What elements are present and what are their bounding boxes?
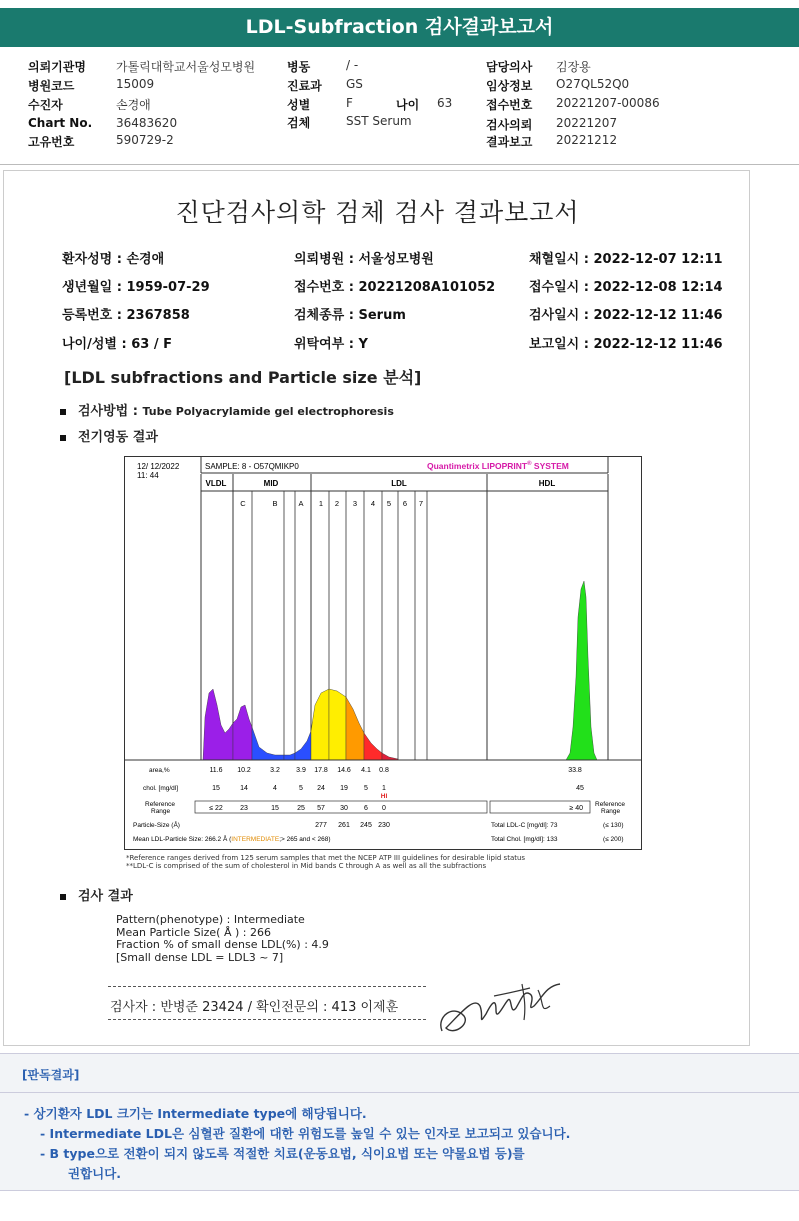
electro-label: 전기영동 결과	[78, 430, 158, 445]
lipoprint-chart	[124, 456, 642, 850]
patient-name: 환자성명 : 손경애	[62, 252, 165, 267]
meta-info	[0, 52, 799, 164]
group-label: HDL	[538, 479, 556, 488]
unique-id-value: 590729-2	[116, 133, 174, 147]
chol-value: 5	[364, 785, 368, 792]
area-value: 14.6	[337, 767, 351, 774]
area-value: 3.2	[270, 767, 280, 774]
patient-label: 수진자	[28, 98, 63, 112]
electro-bullet	[60, 426, 158, 445]
particle-value: 261	[338, 822, 350, 829]
chol-flag: HI	[380, 793, 388, 800]
sign-divider	[108, 1019, 426, 1020]
request-value: 20221207	[556, 116, 618, 130]
hdl-ref-value: ≥ 40	[569, 805, 583, 812]
area-value: 4.1	[361, 767, 371, 774]
particle-label: Particle-Size (Å)	[133, 822, 180, 829]
total-ldl-label: Total LDL-C [mg/dl]: 73	[491, 822, 558, 829]
bullet-icon	[60, 409, 66, 415]
chol-value: 19	[340, 785, 348, 792]
footnote-1: *Reference ranges derived from 125 serum samples that met the NCEP ATP III guidelines for desirable lipid status	[126, 854, 526, 862]
doctor-value: 김장용	[556, 60, 591, 74]
chol-label: chol. [mg/dl]	[143, 785, 179, 792]
registration-no: 등록번호 : 2367858	[62, 308, 190, 323]
ref-label: Reference	[145, 801, 175, 808]
band-label: B	[272, 499, 278, 508]
signer-info: 검사자 : 반병준 23424 / 확인전문의 : 413 이제훈	[110, 1000, 399, 1015]
test-time: 검사일시 : 2022-12-12 11:46	[529, 308, 723, 323]
ref-label: Reference	[595, 801, 625, 808]
bullet-icon	[60, 435, 66, 441]
chol-value: 1	[382, 785, 386, 792]
ref-value: 0	[382, 805, 386, 812]
band-area	[364, 733, 382, 760]
collect-time: 채혈일시 : 2022-12-07 12:11	[529, 252, 723, 267]
area-value: 17.8	[314, 767, 328, 774]
judgement-line-3: - B type으로 전환이 되지 않도록 적절한 치료(운동요법, 식이요법 또는 약물요법 등)를	[40, 1146, 525, 1161]
ref-value: 15	[271, 805, 279, 812]
result-size: Mean Particle Size( Å ) : 266	[116, 925, 271, 939]
request-label: 검사의뢰	[486, 118, 533, 132]
band-label: 6	[402, 499, 408, 508]
chol-value: 4	[273, 785, 277, 792]
mean-size-label: Mean LDL-Particle Size: 266.2 Å (INTERMEDIATE;> 265 and < 268)	[133, 836, 331, 843]
band-area	[346, 697, 364, 760]
total-ldl-ref: (≤ 130)	[603, 822, 624, 829]
hdl-area-value: 33.8	[568, 767, 582, 774]
band-area	[329, 689, 346, 760]
group-label: MID	[263, 479, 279, 488]
divider	[0, 164, 799, 165]
specimen-value: SST Serum	[346, 114, 412, 128]
chart-sample: SAMPLE: 8 - O57QMIKP0	[205, 462, 299, 471]
specimen-label: 검체	[287, 116, 311, 130]
ward-label: 병동	[287, 60, 311, 74]
code-label: 병원코드	[28, 79, 75, 93]
request-hospital: 의뢰병원 : 서울성모병원	[294, 252, 434, 267]
sex-value: F	[346, 96, 353, 110]
consignment: 위탁여부 : Y	[294, 337, 368, 352]
area-value: 10.2	[237, 767, 251, 774]
particle-value: 245	[360, 822, 372, 829]
result-text	[116, 914, 329, 964]
age-label: 나이	[396, 98, 420, 112]
band-label: 5	[386, 499, 392, 508]
particle-value: 277	[315, 822, 327, 829]
chart-brand-name: Quantimetrix LIPOPRINT	[427, 461, 528, 471]
report-document	[3, 170, 750, 1046]
hdl-chol-value: 45	[576, 785, 584, 792]
age-value: 63	[437, 96, 453, 110]
report-date-value: 20221212	[556, 133, 618, 147]
chol-value: 24	[317, 785, 325, 792]
accept-no-value: 20221207-00086	[556, 96, 660, 110]
org-label: 의뢰기관명	[28, 60, 86, 74]
band-label: 7	[418, 499, 424, 508]
method-bullet	[60, 400, 394, 419]
area-value: 11.6	[209, 767, 223, 774]
report-time: 보고일시 : 2022-12-12 11:46	[529, 337, 723, 352]
birth-date: 생년월일 : 1959-07-29	[62, 280, 210, 295]
code-value: 15009	[116, 77, 155, 91]
judgement-divider	[0, 1092, 799, 1093]
chart-brand-suffix: SYSTEM	[531, 461, 569, 471]
org-value: 가톨릭대학교서울성모병원	[116, 60, 256, 74]
method-label: 검사방법 :	[78, 404, 143, 419]
chart-time: 11: 44	[137, 471, 159, 480]
band-area	[233, 705, 252, 760]
band-area	[203, 689, 233, 760]
sign-divider	[108, 986, 426, 987]
area-label: area,%	[149, 767, 170, 774]
ref-label: Range	[151, 808, 171, 815]
age-sex: 나이/성별 : 63 / F	[62, 337, 173, 352]
band-area	[284, 753, 295, 760]
chol-value: 14	[240, 785, 248, 792]
signature-image	[434, 976, 574, 1041]
chol-value: 15	[212, 785, 220, 792]
chart-date: 12/ 12/2022	[137, 462, 180, 471]
total-chol-ref: (≤ 200)	[603, 836, 624, 843]
chart-no-label: Chart No.	[28, 116, 93, 130]
patient-value: 손경애	[116, 98, 151, 112]
judgement-line-1: - 상기환자 LDL 크기는 Intermediate type에 해당됩니다.	[24, 1106, 367, 1121]
bullet-icon	[60, 894, 66, 900]
band-label: 1	[318, 499, 324, 508]
band-label: C	[240, 499, 246, 508]
ref-value: 57	[317, 805, 325, 812]
result-fraction: Fraction % of small dense LDL(%) : 4.9	[116, 938, 329, 951]
chart-no-value: 36483620	[116, 116, 178, 130]
result-bullet	[60, 885, 133, 904]
report-date-label: 결과보고	[486, 135, 533, 149]
sex-label: 성별	[287, 98, 311, 112]
ref-value: 23	[240, 805, 248, 812]
band-label: 4	[370, 499, 376, 508]
group-label: VLDL	[205, 479, 227, 488]
band-area	[311, 689, 329, 760]
total-chol-label: Total Chol. [mg/dl]: 133	[491, 836, 558, 843]
receive-time: 접수일시 : 2022-12-08 12:14	[529, 280, 723, 295]
dept-label: 진료과	[287, 79, 322, 93]
chart-brand	[427, 460, 569, 471]
dept-value: GS	[346, 77, 363, 91]
report-title: 진단검사의학 검체 검사 결과보고서	[175, 198, 580, 227]
area-value: 0.8	[379, 767, 389, 774]
chol-value: 5	[299, 785, 303, 792]
judgement-line-2: - Intermediate LDL은 심혈관 질환에 대한 위험도를 높일 수 있는 인자로 보고되고 있습니다.	[40, 1126, 571, 1141]
unique-id-label: 고유번호	[28, 135, 75, 149]
footnote-2: **LDL-C is comprised of the sum of cholesterol in Mid bands C through A as well as all the subfractions	[126, 862, 487, 870]
area-value: 3.9	[296, 767, 306, 774]
band-label: A	[298, 499, 304, 508]
ref-value: 25	[297, 805, 305, 812]
hdl-peak	[566, 581, 597, 760]
result-pattern: Pattern(phenotype) : Intermediate	[116, 913, 305, 926]
ref-label: Range	[601, 808, 621, 815]
group-label: LDL	[391, 479, 407, 488]
ref-value: ≤ 22	[209, 805, 223, 812]
result-label: 검사 결과	[78, 889, 133, 904]
judgement-title: [판독결과]	[22, 1068, 80, 1082]
ward-value: / -	[346, 58, 359, 72]
band-label: 2	[334, 499, 340, 508]
particle-value: 230	[378, 822, 390, 829]
band-label: 3	[352, 499, 358, 508]
result-note: [Small dense LDL = LDL3 ~ 7]	[116, 950, 284, 964]
ref-value: 30	[340, 805, 348, 812]
band-area	[252, 727, 284, 760]
specimen-type: 검체종류 : Serum	[294, 308, 406, 323]
method-value: Tube Polyacrylamide gel electrophoresis	[142, 405, 394, 418]
chart-brand-reg: ®	[527, 461, 532, 467]
ref-value: 6	[364, 805, 368, 812]
band-area	[295, 731, 311, 760]
doctor-label: 담당의사	[486, 60, 533, 74]
clinic-info-label: 임상정보	[486, 79, 533, 93]
judgement-panel	[0, 1053, 799, 1191]
report-header: LDL-Subfraction 검사결과보고서	[0, 8, 799, 47]
accept-number: 접수번호 : 20221208A101052	[294, 280, 496, 295]
judgement-line-4: 권합니다.	[68, 1166, 122, 1181]
clinic-info-value: O27QL52Q0	[556, 77, 630, 91]
lipoprint-svg	[125, 457, 641, 849]
band-area	[382, 753, 398, 760]
accept-no-label: 접수번호	[486, 98, 533, 112]
section-title: [LDL subfractions and Particle size 분석]	[64, 368, 422, 387]
